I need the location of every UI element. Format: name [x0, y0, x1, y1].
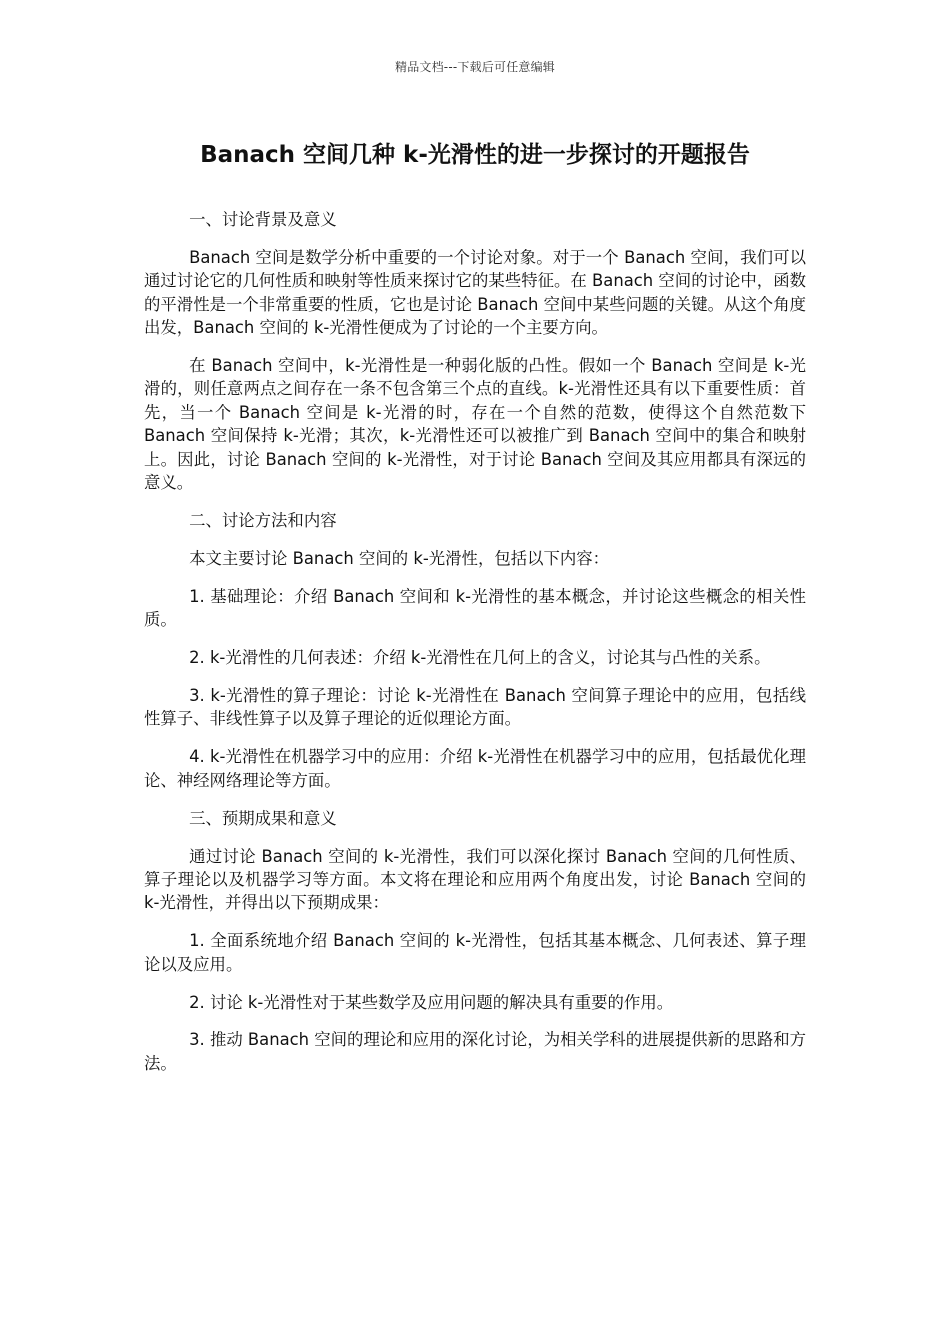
list-item-methods-3: 3. k-光滑性的算子理论：讨论 k-光滑性在 Banach 空间算子理论中的应用，包括线性算子、非线性算子以及算子理论的近似理论方面。: [144, 686, 806, 729]
document-body: [144, 208, 806, 1090]
list-item-methods-2: 2. k-光滑性的几何表述：介绍 k-光滑性在几何上的含义，讨论其与凸性的关系。: [189, 648, 771, 668]
header-note: 精品文档---下载后可任意编辑: [395, 60, 555, 74]
section-heading-methods: 二、讨论方法和内容: [189, 510, 337, 530]
document-title: Banach 空间几种 k-光滑性的进一步探讨的开题报告: [200, 142, 750, 168]
section-heading-background: 一、讨论背景及意义: [189, 210, 337, 229]
list-item-outcomes-1: 1. 全面系统地介绍 Banach 空间的 k-光滑性，包括其基本概念、几何表述、算子理论以及应用。: [144, 931, 806, 974]
list-item-methods-4: 4. k-光滑性在机器学习中的应用：介绍 k-光滑性在机器学习中的应用，包括最优化理论、神经网络理论等方面。: [144, 747, 806, 790]
list-item-outcomes-2: 2. 讨论 k-光滑性对于某些数学及应用问题的解决具有重要的作用。: [189, 992, 674, 1012]
list-item-methods-1: 1. 基础理论：介绍 Banach 空间和 k-光滑性的基本概念，并讨论这些概念的相关性质。: [144, 586, 806, 630]
paragraph-outcomes-intro: 通过讨论 Banach 空间的 k-光滑性，我们可以深化探讨 Banach 空间的几何性质、算子理论以及机器学习等方面。本文将在理论和应用两个角度出发，讨论 Banach 空间的 k-光滑性，并得出以下预期成果：: [144, 846, 806, 913]
paragraph-background-1: Banach 空间是数学分析中重要的一个讨论对象。对于一个 Banach 空间，我们可以通过讨论它的几何性质和映射等性质来探讨它的某些特征。在 Banach 空间的讨论中，函数的平滑性是一个非常重要的性质，它也是讨论 Banach 空间中某些问题的关键。从这个角度出发，Banach 空间的 k-光滑性便成为了讨论的一个主要方向。: [144, 247, 806, 338]
paragraph-methods-intro: 本文主要讨论 Banach 空间的 k-光滑性，包括以下内容：: [189, 548, 610, 568]
section-heading-outcomes: 三、预期成果和意义: [189, 808, 337, 828]
paragraph-background-2: 在 Banach 空间中，k-光滑性是一种弱化版的凸性。假如一个 Banach 空间是 k-光滑的，则任意两点之间存在一条不包含第三个点的直线。k-光滑性还具有以下重要性质：首先，当一个 Banach 空间是 k-光滑的时，存在一个自然的范数，使得这个自然范数下 Banach 空间保持 k-光滑；其次，k-光滑性还可以被推广到 Banach 空间中的集合和映射上。因此，讨论 Banach 空间的 k-光滑性，对于讨论 Banach 空间及其应用都具有深远的意义。: [144, 356, 806, 493]
list-item-outcomes-3: 3. 推动 Banach 空间的理论和应用的深化讨论，为相关学科的进展提供新的思路和方法。: [144, 1030, 806, 1073]
